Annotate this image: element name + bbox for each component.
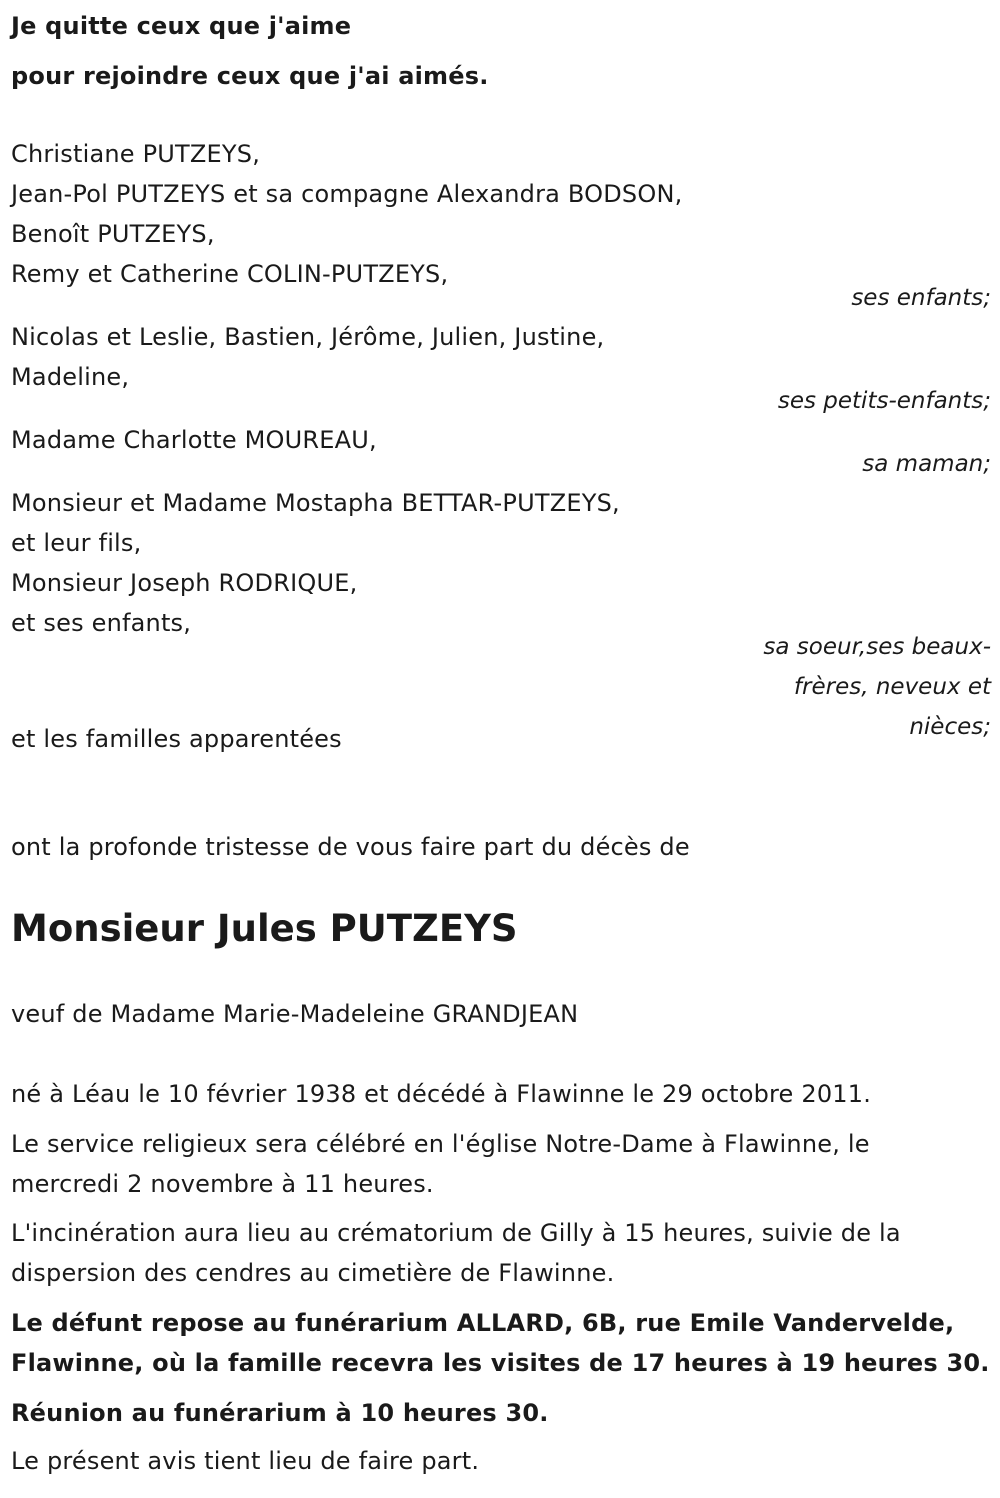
grandchildren-name-1: Nicolas et Leslie, Bastien, Jérôme, Julien, Justine, xyxy=(11,323,605,351)
cremation-line-1: L'incinération aura lieu au crématorium de Gilly à 15 heures, suivie de la xyxy=(11,1219,901,1247)
birth-death-line: né à Léau le 10 février 1938 et décédé à Flawinne le 29 octobre 2011. xyxy=(11,1080,872,1108)
siblings-name-1: Monsieur et Madame Mostapha BETTAR-PUTZEYS, xyxy=(11,489,620,517)
widower-line: veuf de Madame Marie-Madeleine GRANDJEAN xyxy=(11,1000,579,1028)
siblings-relation-3: nièces; xyxy=(909,714,991,740)
service-line-2: mercredi 2 novembre à 11 heures. xyxy=(11,1170,434,1198)
siblings-relation-1: sa soeur,ses beaux- xyxy=(763,634,991,660)
mother-relation: sa maman; xyxy=(862,451,991,477)
announcement-line: ont la profonde tristesse de vous faire part du décès de xyxy=(11,833,690,861)
siblings-relation-2: frères, neveux et xyxy=(793,674,991,700)
siblings-name-4: et ses enfants, xyxy=(11,609,192,637)
children-name-3: Benoît PUTZEYS, xyxy=(11,220,215,248)
reunion-line: Réunion au funérarium à 10 heures 30. xyxy=(11,1399,549,1427)
grandchildren-name-2: Madeline, xyxy=(11,363,130,391)
cremation-line-2: dispersion des cendres au cimetière de Flawinne. xyxy=(11,1259,615,1287)
families-line: et les familles apparentées xyxy=(11,725,342,753)
children-name-4: Remy et Catherine COLIN-PUTZEYS, xyxy=(11,260,449,288)
funerarium-line-1: Le défunt repose au funérarium ALLARD, 6B, rue Emile Vandervelde, xyxy=(11,1309,955,1337)
quote-line-2: pour rejoindre ceux que j'ai aimés. xyxy=(11,62,489,90)
quote-line-1: Je quitte ceux que j'aime xyxy=(11,12,352,40)
closing-line: Le présent avis tient lieu de faire part. xyxy=(11,1447,480,1475)
mother-name: Madame Charlotte MOUREAU, xyxy=(11,426,377,454)
grandchildren-relation: ses petits-enfants; xyxy=(777,388,991,414)
children-name-2: Jean-Pol PUTZEYS et sa compagne Alexandra BODSON, xyxy=(11,180,683,208)
children-name-1: Christiane PUTZEYS, xyxy=(11,140,261,168)
siblings-name-2: et leur fils, xyxy=(11,529,142,557)
siblings-name-3: Monsieur Joseph RODRIQUE, xyxy=(11,569,358,597)
funerarium-line-2: Flawinne, où la famille recevra les visites de 17 heures à 19 heures 30. xyxy=(11,1349,990,1377)
deceased-name: Monsieur Jules PUTZEYS xyxy=(11,907,518,950)
children-relation: ses enfants; xyxy=(851,285,991,311)
service-line-1: Le service religieux sera célébré en l'église Notre-Dame à Flawinne, le xyxy=(11,1130,870,1158)
